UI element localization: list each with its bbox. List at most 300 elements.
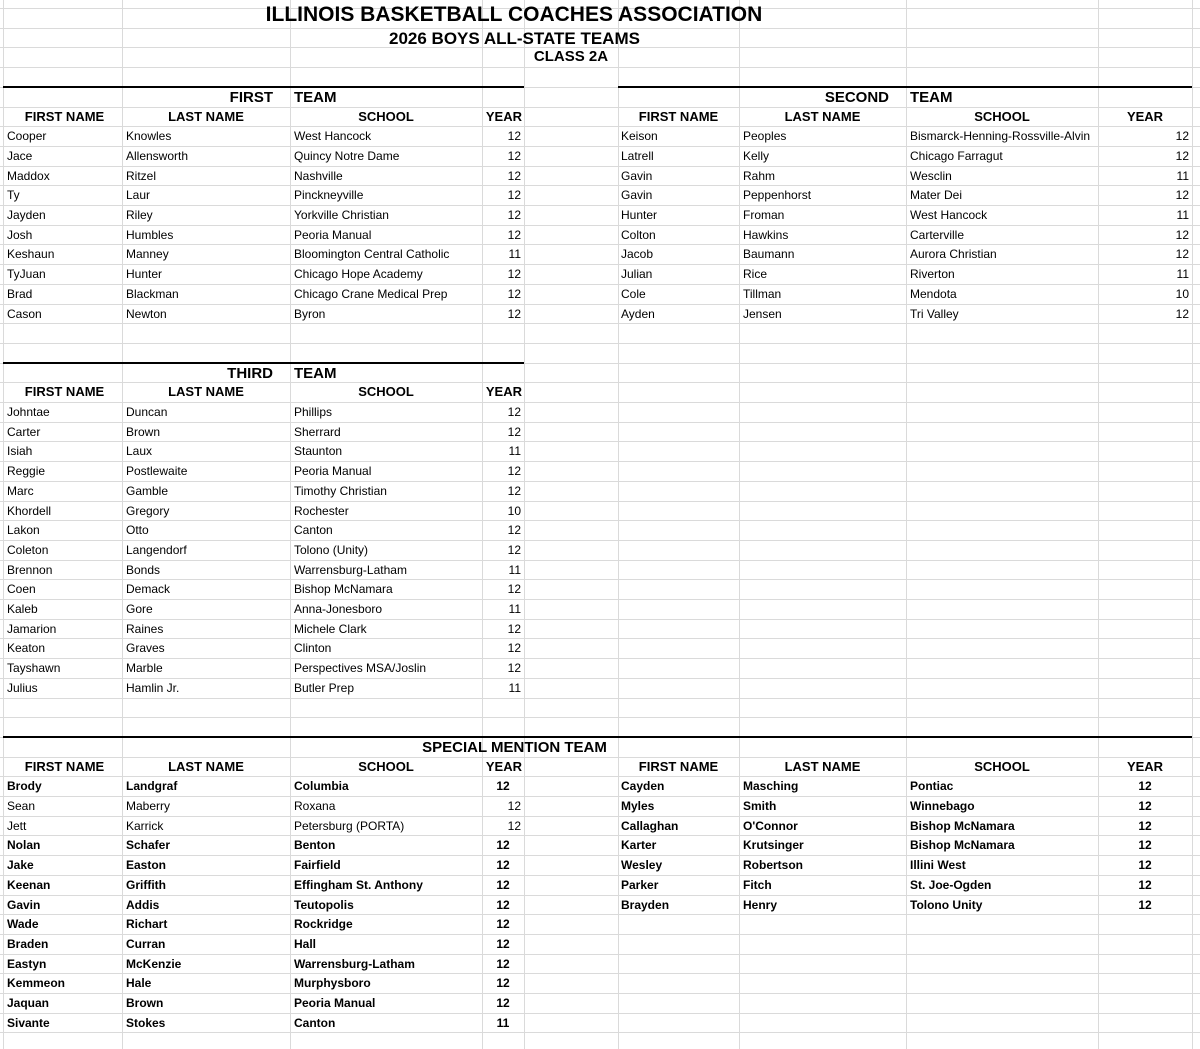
- school-cell: Pontiac: [910, 779, 954, 793]
- year-cell: 12: [1175, 149, 1189, 163]
- last-name-cell: Brown: [126, 425, 161, 439]
- gridline-horizontal: [0, 304, 1200, 305]
- school-cell: Aurora Christian: [910, 247, 997, 261]
- year-cell: 12: [496, 858, 510, 872]
- right-col-header-year: YEAR: [1126, 109, 1164, 124]
- gridline-horizontal: [0, 185, 1200, 186]
- school-cell: Phillips: [294, 405, 333, 419]
- first-name-cell: Eastyn: [7, 957, 47, 971]
- year-cell: 12: [1175, 129, 1189, 143]
- first-name-cell: Gavin: [7, 898, 41, 912]
- last-name-cell: Schafer: [126, 838, 171, 852]
- year-cell: 11: [508, 444, 521, 458]
- school-cell: Carterville: [910, 228, 965, 242]
- first-name-cell: Keison: [621, 129, 658, 143]
- gridline-horizontal: [0, 422, 1200, 423]
- last-name-cell: Karrick: [126, 819, 164, 833]
- left-col-header-school: SCHOOL: [358, 109, 414, 124]
- year-cell: 12: [507, 405, 521, 419]
- school-cell: Effingham St. Anthony: [294, 878, 423, 892]
- year-cell: 12: [507, 484, 521, 498]
- left-col-header-last-name: LAST NAME: [168, 384, 244, 399]
- year-cell: 12: [1138, 898, 1152, 912]
- year-cell: 12: [1138, 819, 1152, 833]
- first-name-cell: Julian: [621, 267, 653, 281]
- gridline-horizontal: [0, 619, 1200, 620]
- year-cell: 12: [496, 917, 510, 931]
- last-name-cell: Rahm: [743, 169, 776, 183]
- section-divider: [618, 86, 1192, 88]
- right-col-header-last-name: LAST NAME: [784, 109, 861, 124]
- section-title-right: TEAM: [294, 365, 337, 382]
- page-subtitle: 2026 BOYS ALL-STATE TEAMS: [389, 29, 640, 48]
- year-cell: 12: [496, 976, 510, 990]
- school-cell: Bishop McNamara: [294, 582, 393, 596]
- school-cell: Bishop McNamara: [910, 838, 1015, 852]
- first-name-cell: Ty: [7, 188, 20, 202]
- first-name-cell: Keenan: [7, 878, 51, 892]
- year-cell: 12: [1138, 799, 1152, 813]
- last-name-cell: Henry: [743, 898, 778, 912]
- gridline-horizontal: [0, 501, 1200, 502]
- gridline-horizontal: [0, 67, 1200, 68]
- gridline-horizontal: [0, 402, 1200, 403]
- gridline-horizontal: [0, 264, 1200, 265]
- first-name-cell: Jett: [7, 819, 27, 833]
- right-col-header-school: SCHOOL: [974, 109, 1030, 124]
- last-name-cell: Robertson: [743, 858, 803, 872]
- school-cell: Illini West: [910, 858, 966, 872]
- first-name-cell: Nolan: [7, 838, 41, 852]
- school-cell: Nashville: [294, 169, 343, 183]
- right-col-header-year: YEAR: [1126, 759, 1164, 774]
- school-cell: Teutopolis: [294, 898, 354, 912]
- first-name-cell: Cole: [621, 287, 646, 301]
- gridline-vertical: [3, 0, 4, 1049]
- school-cell: Bloomington Central Catholic: [294, 247, 450, 261]
- school-cell: West Hancock: [294, 129, 372, 143]
- last-name-cell: Jensen: [743, 307, 782, 321]
- year-cell: 12: [507, 129, 521, 143]
- school-cell: Warrensburg-Latham: [294, 957, 415, 971]
- year-cell: 12: [1175, 247, 1189, 261]
- last-name-cell: Hawkins: [743, 228, 789, 242]
- year-cell: 12: [1175, 307, 1189, 321]
- first-name-cell: Johntae: [7, 405, 50, 419]
- section-divider: [3, 86, 524, 88]
- first-name-cell: Kaleb: [7, 602, 38, 616]
- first-name-cell: Myles: [621, 799, 655, 813]
- gridline-vertical: [906, 0, 907, 1049]
- last-name-cell: Smith: [743, 799, 777, 813]
- first-name-cell: TyJuan: [7, 267, 46, 281]
- school-cell: Anna-Jonesboro: [294, 602, 383, 616]
- year-cell: 12: [507, 149, 521, 163]
- gridline-horizontal: [0, 993, 1200, 994]
- last-name-cell: Hunter: [126, 267, 163, 281]
- year-cell: 11: [1176, 208, 1189, 222]
- gridline-horizontal: [0, 126, 1200, 127]
- year-cell: 11: [1176, 169, 1189, 183]
- first-name-cell: Karter: [621, 838, 657, 852]
- year-cell: 12: [496, 957, 510, 971]
- first-name-cell: Latrell: [621, 149, 654, 163]
- first-name-cell: Braden: [7, 937, 49, 951]
- first-name-cell: Wesley: [621, 858, 663, 872]
- first-name-cell: Khordell: [7, 504, 52, 518]
- last-name-cell: Duncan: [126, 405, 168, 419]
- gridline-horizontal: [0, 954, 1200, 955]
- school-cell: Yorkville Christian: [294, 208, 389, 222]
- year-cell: 12: [507, 228, 521, 242]
- school-cell: Wesclin: [910, 169, 952, 183]
- last-name-cell: Manney: [126, 247, 169, 261]
- year-cell: 12: [507, 819, 521, 833]
- first-name-cell: Cayden: [621, 779, 665, 793]
- last-name-cell: Gore: [126, 602, 153, 616]
- gridline-horizontal: [0, 520, 1200, 521]
- first-name-cell: Coleton: [7, 543, 49, 557]
- last-name-cell: Allensworth: [126, 149, 189, 163]
- last-name-cell: Otto: [126, 523, 149, 537]
- right-col-header-last-name: LAST NAME: [784, 759, 861, 774]
- year-cell: 12: [507, 267, 521, 281]
- left-col-header-first-name: FIRST NAME: [24, 384, 105, 399]
- gridline-horizontal: [0, 166, 1200, 167]
- last-name-cell: Krutsinger: [743, 838, 804, 852]
- last-name-cell: Froman: [743, 208, 785, 222]
- first-name-cell: Coen: [7, 582, 36, 596]
- gridline-horizontal: [0, 1013, 1200, 1014]
- school-cell: Canton: [294, 523, 333, 537]
- gridline-horizontal: [0, 875, 1200, 876]
- school-cell: Hall: [294, 937, 317, 951]
- first-name-cell: Jacob: [621, 247, 654, 261]
- year-cell: 12: [507, 799, 521, 813]
- gridline-horizontal: [0, 717, 1200, 718]
- year-cell: 12: [507, 582, 521, 596]
- school-cell: Butler Prep: [294, 681, 355, 695]
- first-name-cell: Wade: [7, 917, 39, 931]
- school-cell: Mater Dei: [910, 188, 963, 202]
- year-cell: 12: [1138, 838, 1152, 852]
- year-cell: 12: [1138, 779, 1152, 793]
- section-title-right: TEAM: [294, 89, 337, 106]
- school-cell: Chicago Hope Academy: [294, 267, 423, 281]
- gridline-horizontal: [0, 973, 1200, 974]
- year-cell: 11: [508, 602, 521, 616]
- year-cell: 11: [508, 681, 521, 695]
- last-name-cell: Peppenhorst: [743, 188, 812, 202]
- year-cell: 11: [508, 247, 521, 261]
- school-cell: Michele Clark: [294, 622, 367, 636]
- first-name-cell: Jaquan: [7, 996, 50, 1010]
- first-name-cell: Cason: [7, 307, 42, 321]
- school-cell: Sherrard: [294, 425, 341, 439]
- left-col-header-last-name: LAST NAME: [168, 109, 244, 124]
- first-name-cell: Jamarion: [7, 622, 57, 636]
- school-cell: St. Joe-Ogden: [910, 878, 992, 892]
- year-cell: 12: [507, 425, 521, 439]
- school-cell: Riverton: [910, 267, 955, 281]
- last-name-cell: Langendorf: [126, 543, 187, 557]
- last-name-cell: Laur: [126, 188, 151, 202]
- school-cell: Perspectives MSA/Joslin: [294, 661, 427, 675]
- school-cell: Bishop McNamara: [910, 819, 1015, 833]
- year-cell: 11: [1176, 267, 1189, 281]
- gridline-horizontal: [0, 638, 1200, 639]
- first-name-cell: Reggie: [7, 464, 46, 478]
- left-col-header-school: SCHOOL: [358, 384, 414, 399]
- last-name-cell: Kelly: [743, 149, 770, 163]
- year-cell: 12: [507, 287, 521, 301]
- last-name-cell: Hale: [126, 976, 152, 990]
- last-name-cell: Gregory: [126, 504, 170, 518]
- year-cell: 10: [1175, 287, 1189, 301]
- section-title-left: SECOND: [824, 89, 889, 106]
- last-name-cell: Demack: [126, 582, 171, 596]
- first-name-cell: Sivante: [7, 1016, 50, 1030]
- gridline-horizontal: [0, 698, 1200, 699]
- right-col-header-school: SCHOOL: [974, 759, 1030, 774]
- year-cell: 12: [496, 838, 510, 852]
- last-name-cell: Landgraf: [126, 779, 178, 793]
- last-name-cell: Graves: [126, 641, 165, 655]
- first-name-cell: Jake: [7, 858, 34, 872]
- school-cell: Quincy Notre Dame: [294, 149, 400, 163]
- gridline-horizontal: [0, 855, 1200, 856]
- last-name-cell: Easton: [126, 858, 167, 872]
- left-col-header-last-name: LAST NAME: [168, 759, 244, 774]
- first-name-cell: Josh: [7, 228, 33, 242]
- first-name-cell: Jace: [7, 149, 33, 163]
- gridline-horizontal: [0, 757, 1200, 758]
- year-cell: 12: [507, 523, 521, 537]
- last-name-cell: Baumann: [743, 247, 795, 261]
- first-name-cell: Brad: [7, 287, 33, 301]
- section-divider: [3, 736, 1192, 738]
- school-cell: Warrensburg-Latham: [294, 563, 407, 577]
- first-name-cell: Colton: [621, 228, 656, 242]
- class-label: CLASS 2A: [533, 48, 609, 65]
- gridline-horizontal: [0, 225, 1200, 226]
- first-name-cell: Keshaun: [7, 247, 55, 261]
- gridline-horizontal: [0, 796, 1200, 797]
- last-name-cell: Maberry: [126, 799, 171, 813]
- gridline-horizontal: [0, 658, 1200, 659]
- gridline-horizontal: [0, 934, 1200, 935]
- last-name-cell: Postlewaite: [126, 464, 188, 478]
- gridline-horizontal: [0, 895, 1200, 896]
- year-cell: 12: [507, 208, 521, 222]
- school-cell: West Hancock: [910, 208, 988, 222]
- left-col-header-school: SCHOOL: [358, 759, 414, 774]
- year-cell: 12: [1175, 188, 1189, 202]
- right-col-header-first-name: FIRST NAME: [638, 759, 719, 774]
- year-cell: 12: [507, 307, 521, 321]
- year-cell: 12: [1175, 228, 1189, 242]
- page-title: ILLINOIS BASKETBALL COACHES ASSOCIATION: [265, 3, 763, 26]
- year-cell: 12: [507, 188, 521, 202]
- last-name-cell: Bonds: [126, 563, 161, 577]
- first-name-cell: Maddox: [7, 169, 50, 183]
- first-name-cell: Gavin: [621, 188, 653, 202]
- gridline-horizontal: [0, 914, 1200, 915]
- last-name-cell: Brown: [126, 996, 164, 1010]
- school-cell: Peoria Manual: [294, 464, 372, 478]
- gridline-horizontal: [0, 1032, 1200, 1033]
- gridline-vertical: [122, 0, 123, 1049]
- last-name-cell: Knowles: [126, 129, 172, 143]
- year-cell: 12: [1138, 878, 1152, 892]
- first-name-cell: Parker: [621, 878, 659, 892]
- first-name-cell: Keaton: [7, 641, 46, 655]
- school-cell: Winnebago: [910, 799, 975, 813]
- left-col-header-first-name: FIRST NAME: [24, 109, 105, 124]
- last-name-cell: Ritzel: [126, 169, 157, 183]
- first-name-cell: Carter: [7, 425, 41, 439]
- year-cell: 12: [507, 641, 521, 655]
- year-cell: 12: [496, 937, 510, 951]
- gridline-horizontal: [0, 816, 1200, 817]
- school-cell: Byron: [294, 307, 326, 321]
- last-name-cell: O'Connor: [743, 819, 798, 833]
- gridline-horizontal: [0, 284, 1200, 285]
- last-name-cell: Peoples: [743, 129, 787, 143]
- section-title-left: THIRD: [227, 365, 273, 382]
- first-name-cell: Julius: [7, 681, 38, 695]
- year-cell: 12: [1138, 858, 1152, 872]
- last-name-cell: Laux: [126, 444, 153, 458]
- school-cell: Rochester: [294, 504, 349, 518]
- special-mention-title: SPECIAL MENTION TEAM: [422, 739, 607, 756]
- last-name-cell: Raines: [126, 622, 164, 636]
- last-name-cell: Stokes: [126, 1016, 166, 1030]
- section-title-left: FIRST: [229, 89, 273, 106]
- last-name-cell: Addis: [126, 898, 160, 912]
- school-cell: Peoria Manual: [294, 228, 372, 242]
- last-name-cell: Masching: [743, 779, 799, 793]
- gridline-horizontal: [0, 441, 1200, 442]
- gridline-horizontal: [0, 560, 1200, 561]
- first-name-cell: Marc: [7, 484, 34, 498]
- school-cell: Tolono Unity: [910, 898, 983, 912]
- gridline-horizontal: [0, 323, 1200, 324]
- year-cell: 12: [507, 661, 521, 675]
- last-name-cell: Blackman: [126, 287, 179, 301]
- left-col-header-first-name: FIRST NAME: [24, 759, 105, 774]
- school-cell: Clinton: [294, 641, 332, 655]
- first-name-cell: Ayden: [621, 307, 655, 321]
- last-name-cell: Rice: [743, 267, 768, 281]
- school-cell: Tri Valley: [910, 307, 959, 321]
- gridline-horizontal: [0, 599, 1200, 600]
- first-name-cell: Callaghan: [621, 819, 679, 833]
- school-cell: Staunton: [294, 444, 343, 458]
- last-name-cell: Hamlin Jr.: [126, 681, 180, 695]
- gridline-horizontal: [0, 461, 1200, 462]
- first-name-cell: Sean: [7, 799, 36, 813]
- year-cell: 12: [507, 169, 521, 183]
- gridline-horizontal: [0, 107, 1200, 108]
- school-cell: Tolono (Unity): [294, 543, 369, 557]
- school-cell: Timothy Christian: [294, 484, 387, 498]
- first-name-cell: Gavin: [621, 169, 653, 183]
- school-cell: Mendota: [910, 287, 957, 301]
- school-cell: Chicago Crane Medical Prep: [294, 287, 448, 301]
- first-name-cell: Isiah: [7, 444, 33, 458]
- left-col-header-year: YEAR: [485, 109, 522, 124]
- year-cell: 12: [496, 779, 510, 793]
- gridline-horizontal: [0, 244, 1200, 245]
- gridline-vertical: [524, 0, 525, 1049]
- gridline-horizontal: [0, 540, 1200, 541]
- gridline-horizontal: [0, 146, 1200, 147]
- last-name-cell: Gamble: [126, 484, 169, 498]
- last-name-cell: Tillman: [743, 287, 782, 301]
- school-cell: Chicago Farragut: [910, 149, 1003, 163]
- year-cell: 12: [507, 464, 521, 478]
- school-cell: Columbia: [294, 779, 349, 793]
- school-cell: Rockridge: [294, 917, 353, 931]
- last-name-cell: Griffith: [126, 878, 166, 892]
- year-cell: 10: [507, 504, 521, 518]
- last-name-cell: Riley: [126, 208, 153, 222]
- first-name-cell: Brody: [7, 779, 42, 793]
- last-name-cell: McKenzie: [126, 957, 182, 971]
- left-col-header-year: YEAR: [485, 759, 522, 774]
- first-name-cell: Brennon: [7, 563, 53, 577]
- section-divider: [3, 362, 524, 364]
- last-name-cell: Fitch: [743, 878, 772, 892]
- first-name-cell: Hunter: [621, 208, 658, 222]
- school-cell: Benton: [294, 838, 336, 852]
- gridline-vertical: [290, 0, 291, 1049]
- school-cell: Petersburg (PORTA): [294, 819, 405, 833]
- gridline-horizontal: [0, 481, 1200, 482]
- year-cell: 12: [496, 878, 510, 892]
- right-col-header-first-name: FIRST NAME: [638, 109, 719, 124]
- gridline-horizontal: [0, 579, 1200, 580]
- year-cell: 12: [507, 543, 521, 557]
- gridline-horizontal: [0, 776, 1200, 777]
- gridline-horizontal: [0, 678, 1200, 679]
- gridline-vertical: [739, 0, 740, 1049]
- year-cell: 12: [496, 996, 510, 1010]
- first-name-cell: Lakon: [7, 523, 40, 537]
- section-title-right: TEAM: [910, 89, 953, 106]
- year-cell: 12: [496, 898, 510, 912]
- last-name-cell: Humbles: [126, 228, 174, 242]
- school-cell: Bismarck-Henning-Rossville-Alvin: [910, 129, 1091, 143]
- school-cell: Fairfield: [294, 858, 341, 872]
- gridline-vertical: [1192, 0, 1193, 1049]
- last-name-cell: Newton: [126, 307, 167, 321]
- school-cell: Peoria Manual: [294, 996, 376, 1010]
- gridline-horizontal: [0, 343, 1200, 344]
- school-cell: Canton: [294, 1016, 336, 1030]
- last-name-cell: Marble: [126, 661, 163, 675]
- first-name-cell: Cooper: [7, 129, 47, 143]
- school-cell: Murphysboro: [294, 976, 371, 990]
- left-col-header-year: YEAR: [485, 384, 522, 399]
- year-cell: 11: [496, 1016, 510, 1030]
- last-name-cell: Curran: [126, 937, 166, 951]
- year-cell: 12: [507, 622, 521, 636]
- year-cell: 11: [508, 563, 521, 577]
- gridline-vertical: [618, 0, 619, 1049]
- school-cell: Pinckneyville: [294, 188, 364, 202]
